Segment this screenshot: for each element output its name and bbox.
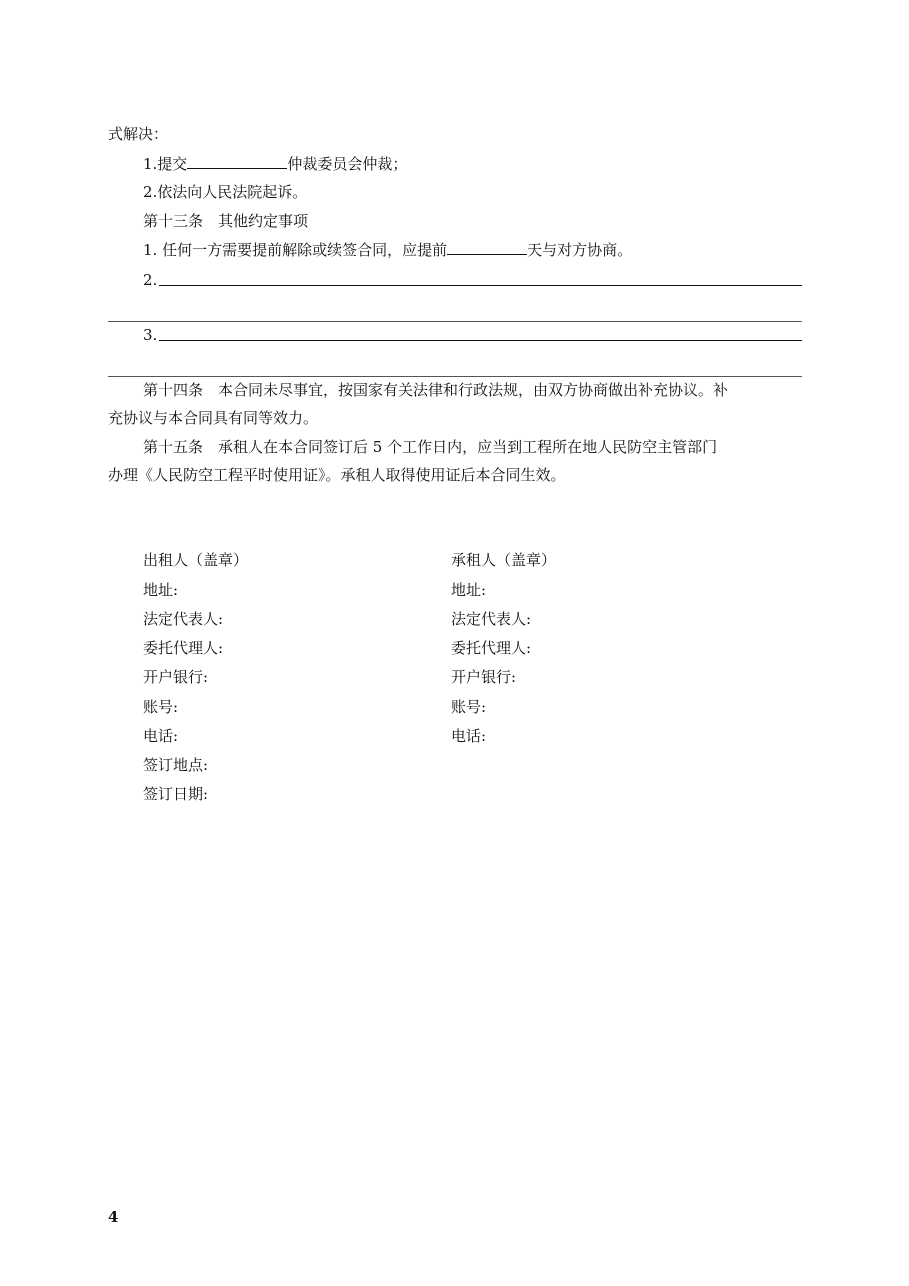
article-13-item-1-prefix: 1. 任何一方需要提前解除或续签合同，应提前 xyxy=(143,241,448,259)
article-14-line-1-text: 第十四条 本合同未尽事宜，按国家有关法律和行政法规，由双方协商做出补充协议。补 xyxy=(143,381,729,399)
dispute-method-text: 式解决： xyxy=(108,125,169,143)
article-13-item-1 xyxy=(143,240,632,260)
lessor-bank-label: 开户银行: xyxy=(143,668,209,686)
lessee-agent-label: 委托代理人: xyxy=(451,639,532,657)
lessee-title: 承租人（盖章） xyxy=(451,551,557,569)
article-13-item-2 xyxy=(143,270,157,290)
lessor-account-label: 账号: xyxy=(143,698,179,716)
lessor-phone-label: 电话: xyxy=(143,727,179,745)
sign-place-label: 签订地点: xyxy=(143,756,209,774)
lessor-agent-label: 委托代理人: xyxy=(143,639,224,657)
article-14-line-2-text: 充协议与本合同具有同等效力。 xyxy=(108,409,319,427)
article-14-line-1 xyxy=(143,380,728,400)
article-15-line-2 xyxy=(108,465,566,485)
article-13-title-text: 第十三条 其他约定事项 xyxy=(143,212,309,230)
article-13-item-3 xyxy=(143,325,157,345)
arbitration-option xyxy=(143,154,407,174)
litigation-option-text: 2.依法向人民法院起诉。 xyxy=(143,183,308,201)
article-14-line-2 xyxy=(108,408,318,428)
lessor-title: 出租人（盖章） xyxy=(143,551,249,569)
article-13-item-2-blank[interactable] xyxy=(159,285,802,286)
article-15-line-1-text: 第十五条 承租人在本合同签订后 5 个工作日内，应当到工程所在地人民防空主管部门 xyxy=(143,438,718,456)
lessee-bank-label: 开户银行: xyxy=(451,668,517,686)
article-15-line-1 xyxy=(143,437,717,457)
lessee-address-label: 地址: xyxy=(451,581,487,599)
arbitration-option-prefix: 1.提交 xyxy=(143,155,188,173)
lessor-address-label: 地址: xyxy=(143,581,179,599)
notice-days-blank[interactable] xyxy=(447,240,527,255)
lessee-account-label: 账号: xyxy=(451,698,487,716)
lessee-legal-rep-label: 法定代表人: xyxy=(451,610,532,628)
arbitration-committee-blank[interactable] xyxy=(187,154,287,169)
article-15-line-2-text: 办理《人民防空工程平时使用证》。承租人取得使用证后本合同生效。 xyxy=(108,466,566,484)
lessor-legal-rep-label: 法定代表人: xyxy=(143,610,224,628)
article-13-item-2-label: 2. xyxy=(143,271,158,289)
arbitration-option-suffix: 仲裁委员会仲裁； xyxy=(287,155,408,173)
lessee-phone-label: 电话: xyxy=(451,727,487,745)
article-13-item-3-blank[interactable] xyxy=(159,340,802,341)
article-13-item-1-suffix: 天与对方协商。 xyxy=(527,241,633,259)
dispute-method-line xyxy=(108,124,168,144)
litigation-option xyxy=(143,182,307,202)
article-13-item-3-continuation-line[interactable] xyxy=(108,376,802,377)
page-number: 4 xyxy=(108,1208,119,1226)
article-13-item-2-continuation-line[interactable] xyxy=(108,321,802,322)
article-13-item-3-label: 3. xyxy=(143,326,158,344)
article-13-title xyxy=(143,211,308,231)
sign-date-label: 签订日期: xyxy=(143,785,209,803)
